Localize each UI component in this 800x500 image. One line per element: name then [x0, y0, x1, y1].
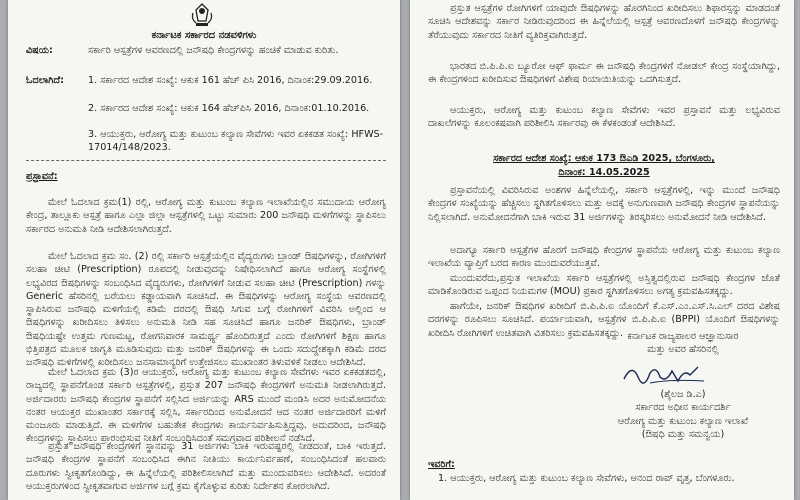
preamble-paragraph: ಪ್ರಸ್ತುತ ಜನೌಷಧಿ ಕೇಂದ್ರಗಳಿಗೆ ಸ್ಥಾನವನ್ನು 31 ಅರ್ಜಿಗಳು ಬಾಕಿ ಇರುವಷ್ಟರಲ್ಲಿ ನೀಡದಂತೆ, ಬಾಕಿ ಇರುತ್ತದೆ. ಜನೌಷಧಿ ಕೇಂದ್ರಗಳ ಸ್ಥಾಪನೆಗೆ ಸಂಬಂಧಿಸಿದ ಈಗಿನ ನೀತಿಯು ಕಾರ್ಯನಿರ್ವಹಣೆ, ಸಂಬಂಧಿಸಿದಂತೆ ಹಲವಾರು ದೂರುಗಳು ಸ್ವೀಕೃತಗೊಂಡಿದ್ದು, ಈ ಹಿನ್ನೆಲೆಯಲ್ಲಿ ಪರಿಶೀಲಿಸಲಾಗಿದೆ ಮತ್ತು ಮುಂದುವರಿಸಲು ಆದೇಶಿಸಿದೆ. ಅದರಂತೆ ಆಯುಕ್ತರುಗಳಿಂದ ಸ್ವೀಕೃತವಾಗುವ ಅರ್ಜಿಗಳ ಬಗ್ಗೆ ಕ್ರಮ ಕೈಗೊಳ್ಳುವ ಕುರಿತು ನಿರ್ದೇಶನ ಕೋರಲಾಗಿದೆ. — [26, 441, 386, 492]
document-header-title: ಕರ್ನಾಟಕ ಸರ್ಕಾರದ ನಡವಳಿಗಳು — [151, 30, 257, 41]
signatory-name: (ಶೈಲಜ ಡಿ.ಎ) — [660, 389, 706, 400]
reference-item: 2. ಸರ್ಕಾರದ ಆದೇಶ ಸಂಖ್ಯೆ: ಆಕುಕ 164 ಹೆಚ್‌ಪಿಸಿ 2016, ದಿನಾಂಕ:01.10.2016. — [88, 103, 370, 114]
state-emblem-icon — [187, 1, 217, 28]
preamble-paragraph: ಭಾರತದ ಬಿ.ಪಿ.ಪಿ.ಐ ಬ್ಯೂರೋ ಆಫ್ ಫಾರ್ಮ ಈ ಜನೌಷಧಿ ಕೇಂದ್ರಗಳಿಗೆ ನೋಡಲ್ ಕೇಂದ್ರ ಸಂಸ್ಥೆಯಾಗಿದ್ದು, ಈ ಕೇಂದ್ರಗಳಿಂದ ಖರೀದಿಸುವ ಔಷಧಿಗಳಿಗೆ ವಿಶೇಷ ರಿಯಾಯಿತಿಯನ್ನು ಒದಗಿಸುತ್ತದೆ. — [428, 61, 780, 86]
governor-order-line — [578, 330, 788, 357]
subject-text: ಸರ್ಕಾರಿ ಆಸ್ಪತ್ರೆಗಳ ಆವರಣದಲ್ಲಿ ಜನೌಷಧಿ ಕೇಂದ್ರಗಳನ್ನು ಹಂಚಿಕೆ ಮಾಡುವ ಕುರಿತು. — [88, 45, 339, 56]
order-paragraph: ಪ್ರಸ್ತಾವನೆಯಲ್ಲಿ ವಿವರಿಸಿರುವ ಅಂಶಗಳ ಹಿನ್ನೆಲೆಯಲ್ಲಿ, ಸರ್ಕಾರಿ ಆಸ್ಪತ್ರೆಗಳಲ್ಲಿ, ಇನ್ನು ಮುಂದೆ ಜನೌಷಧಿ ಕೇಂದ್ರಗಳ ಸಂಖ್ಯೆಯನ್ನು ಹೆಚ್ಚಿಸಲು ಸ್ಥಗಿತಗೊಳಿಸಲು ಮತ್ತು ಅದಕ್ಕೆ ಅನುಗುಣವಾಗಿ ಜನೌಷಧಿ ಕೇಂದ್ರಗಳ ಸ್ಥಾಪನೆಯನ್ನು ನಿಲ್ಲಿಸಲಾಗಿದೆ. ಅನುಮೋದನೆಗಾಗಿ ಬಾಕಿ ಇರುವ 31 ಅರ್ಜಿಗಳನ್ನು ತಿರಸ್ಕರಿಸಲು ಅನುಮೋದನೆ ನೀಡಿ ಆದೇಶಿಸಿದೆ. — [428, 185, 780, 223]
preamble-paragraph: ಮೇಲೆ ಓದಲಾದ ಕ್ರಮ ಸಂ. (2) ರಲ್ಲಿ ಸರ್ಕಾರಿ ಆಸ್ಪತ್ರೆಯಲ್ಲಿನ ವೈದ್ಯರುಗಳು ಬ್ರಾಂಡ್ ಔಷಧಿಗಳನ್ನು, ರೋಗಿಗಳಿಗೆ ಸಲಹಾ ಚೀಟಿ (Prescription) ರೂಪದಲ್ಲಿ ನೀಡುವುದನ್ನು ನಿಷೇಧಿಸಲಾಗಿದೆ ಹಾಗೂ ಆರೋಗ್ಯ ಸಂಸ್ಥೆಗಳಲ್ಲಿ ಲಭ್ಯವಿರದ ಔಷಧಿಗಳನ್ನು ಸಂಬಂಧಿಸಿದ ವೈದ್ಯರುಗಳು, ರೋಗಿಗಳಿಗೆ ನೀಡುವ ಸಲಹಾ ಚೀಟಿ (Prescription) ಗಳನ್ನು Generic ಹೆಸರಿನಲ್ಲಿ ಬರೆಯಲು ಕಡ್ಡಾಯವಾಗಿ ಸೂಚಿಸಿದೆ. ಈ ಔಷಧಿಗಳನ್ನು ಆರೋಗ್ಯ ಸಂಸ್ಥೆಯ ಆವರಣದಲ್ಲಿ ಸ್ಥಾಪಿಸಿರುವ ಜನೌಷಧಿ ಮಳಿಗೆಯಲ್ಲಿ ಕಡಿಮೆ ದರದಲ್ಲಿ ಔಷಧಿ ಸಿಗುವ ಬಗ್ಗೆ ರೋಗಿಗಳಿಗೆ ವಿವರಿಸಿ ಅಲ್ಲಿಂದ ಆ ಔಷಧಿಗಳನ್ನು ಖರೀದಿಸಲು ತಿಳಿಸಲು ಅನುಮತಿ ನೀಡಿ ಸಹ ಸೂಚಿಸಿದೆ ಹಾಗೂ ಜನರಿಕ್ ಔಷಧಿಗಳು, ಬ್ರಾಂಡ್ ಔಷಧಿಯಷ್ಟೇ ಉತ್ತಮ ಗುಣಮಟ್ಟ, ರೋಗನಿವಾರಕ ಸಾಮರ್ಥ್ಯ ಹೊಂದಿರುತ್ತದೆ ಎಂದು ರೋಗಿಗಳಿಗೆ ಶಿಕ್ಷಣ ಹಾಗೂ ಭಿತ್ತಿಪತ್ರದ ಮೂಲಕ ಜಾಗೃತಿ ಮೂಡಿಸುವುದು ಮತ್ತು ಜನರಿಕ್ ಔಷಧಿಗಳನ್ನು ಈ ಒಂದು ಸದುದ್ದೇಶಕ್ಕಾಗಿ ಕಡಿಮೆ ದರದ ಜನೌಷಧಿ ಮಳಿಗೆಗಳಲ್ಲಿ ಖರೀದಿಸಲು ಜನಸಾಮಾನ್ಯರಿಗೆ ಉತ್ತೇಜಿಸಲು ಮುಖಾಂತರ ತಿಳುವಳಿಕೆ ನೀಡಲು ಆದೇಶಿಸಿದೆ. — [26, 251, 386, 369]
copy-item-text: 1. ಆಯುಕ್ತರು, ಆರೋಗ್ಯ ಮತ್ತು ಕುಟುಂಬ ಕಲ್ಯಾಣ ಸೇವೆಗಳು, ಆನಂದ ರಾವ್ ವೃತ್ತ, ಬೆಂಗಳೂರು. — [438, 473, 735, 484]
preamble-paragraph: ಮೇಲೆ ಓದಲಾದ ಕ್ರಮ (3)ರ ಆಯುಕ್ತರು, ಆರೋಗ್ಯ ಮತ್ತು ಕುಟುಂಬ ಕಲ್ಯಾಣ ಸೇವೆಗಳು ಇವರ ಏಕಕಡತದಲ್ಲಿ, ರಾಜ್ಯದಲ್ಲಿ ಸ್ಥಾಪನೆಗೊಂಡ ಸರ್ಕಾರಿ ಆಸ್ಪತ್ರೆಗಳಲ್ಲಿ, ಪ್ರಸ್ತುತ 207 ಜನೌಷಧಿ ಕೇಂದ್ರಗಳಿಗೆ ಅನುಮತಿ ನೀಡಲಾಗಿರುತ್ತದೆ. ಅರ್ಜಿದಾರರು ಜನೌಷಧಿ ಕೇಂದ್ರಗಳ ಸ್ಥಾಪನೆಗೆ ಸಲ್ಲಿಸಿದ ಅರ್ಜಿಯನ್ನು ARS ಮುಂದೆ ಮಂಡಿಸಿ ಅದರ ಅನುಮೋದನೆಯ ನಂತರ ಆಯುಕ್ತರ ಮುಖಾಂತರ ಸರ್ಕಾರಕ್ಕೆ ಸಲ್ಲಿಸಿ, ಸರ್ಕಾರದಿಂದ ಅನುಮೋದನೆ ಆದ ನಂತರ ಅರ್ಜಿದಾರರಿಗೆ ಮಳಿಗೆ ಮಂಜೂರು ಮಾಡುತ್ತಿದೆ. ಈ ಮಳಿಗೆಗಳ ಬಹುತೇಕ ಕೇಂದ್ರಗಳು ಕಾರ್ಯನಿರ್ವಹಿಸುತ್ತಿದ್ದವು. ಅದುದರಿಂದ, ಜನೌಷಧಿ ಕೇಂದ್ರಗಳನ್ನು ಸ್ಥಾಪಿಸಲು ಪ್ರಾರಂಭಿಸುವ ನೀತಿಗೆ ಸಂಬಂಧಿಸಿದಂತೆ ಸಮಗ್ರವಾದ ಪರಿಶೀಲನೆ ನಡೆಸಿದೆ. — [26, 367, 386, 445]
copy-heading: ಇವರಿಗೆ: — [428, 459, 455, 470]
order-paragraph: ಅದಾಗ್ಯೂ ಸರ್ಕಾರಿ ಆಸ್ಪತ್ರೆಗಳ ಹೊರಗೆ ಜನೌಷಧಿ ಕೇಂದ್ರಗಳ ಸ್ಥಾಪನೆಯ ಆರೋಗ್ಯ ಮತ್ತು ಕುಟುಂಬ ಕಲ್ಯಾಣ ಇಲಾಖೆಯ ವ್ಯಾಪ್ತಿಗೆ ಬರದ ಕಾರಣ ಮುಂದುವರೆಯುತ್ತವೆ. — [428, 245, 780, 270]
order-heading: ಸರ್ಕಾರದ ಆದೇಶ ಸಂಖ್ಯೆ: ಆಕುಕ 173 ಔಎಡಿ 2025, ಬೆಂಗಳೂರು, — [493, 153, 715, 164]
signatory-line: (ಔಷಧಿ ಮತ್ತು ಸಮನ್ವಯ) — [641, 428, 725, 440]
governor-line: ಕರ್ನಾಟಕ ರಾಜ್ಯಪಾಲರ ಆಜ್ಞಾನುಸಾರ — [627, 331, 739, 342]
divider — [26, 160, 386, 161]
reference-row-3 — [88, 128, 386, 155]
reference-item: 1. ಸರ್ಕಾರದ ಆದೇಶ ಸಂಖ್ಯೆ: ಆಕುಕ 161 ಹೆಚ್ ಪಿಸಿ 2016, ದಿನಾಂಕ:29.09.2016. — [88, 75, 373, 86]
preamble-paragraph: ಆಯುಕ್ತರು, ಆರೋಗ್ಯ ಮತ್ತು ಕುಟುಂಬ ಕಲ್ಯಾಣ ಸೇವೆಗಳು ಇವರ ಪ್ರಸ್ತಾವನೆ ಮತ್ತು ಲಭ್ಯವಿರುವ ದಾಖಲೆಗಳನ್ನು ಕೂಲಂಕಷವಾಗಿ ಪರಿಶೀಲಿಸಿ ಸರ್ಕಾರವು ಈ ಕೆಳಕಂಡಂತೆ ಆದೇಶಿಸಿದೆ. — [428, 105, 780, 130]
document-page-right — [410, 0, 794, 500]
document-page-left — [8, 0, 400, 500]
signatory-line: ಆರೋಗ್ಯ ಮತ್ತು ಕುಟುಂಬ ಕಲ್ಯಾಣ ಇಲಾಖೆ — [617, 415, 749, 427]
governor-line: ಮತ್ತು ಅವರ ಹೆಸರಿನಲ್ಲಿ — [647, 344, 719, 356]
preamble-paragraph: ಮೇಲೆ ಓದಲಾದ ಕ್ರಮ(1) ರಲ್ಲಿ, ಆರೋಗ್ಯ ಮತ್ತು ಕುಟುಂಬ ಕಲ್ಯಾಣ ಇಲಾಖೆಯಲ್ಲಿನ ಸಮುದಾಯ ಆರೋಗ್ಯ ಕೇಂದ್ರ, ತಾಲ್ಲೂಕು ಆಸ್ಪತ್ರೆ ಹಾಗೂ ಎಲ್ಲಾ ಜಿಲ್ಲಾ ಆಸ್ಪತ್ರೆಗಳಲ್ಲಿ ಒಟ್ಟು ಸುಮಾರು 200 ಜನೌಷಧಿ ಮಳಿಗೆಗಳನ್ನು ಸ್ಥಾಪಿಸಲು ಸರ್ಕಾರದ ಅನುಮತಿ ನೀಡಿ ಆದೇಶಿಸಲಾಗಿರುತ್ತದೆ. — [26, 197, 386, 235]
handwritten-signature-icon — [620, 359, 710, 389]
preamble-paragraph: ಪ್ರಸ್ತುತ ಆಸ್ಪತ್ರೆಗಳ ರೋಗಿಗಳಿಗೆ ಯಾವುದೇ ಔಷಧಿಗಳನ್ನು ಹೊರಗಿನಿಂದ ಖರೀದಿಸಲು ಶಿಫಾರಸ್ಸನ್ನು ಮಾಡದಂತೆ ಸೂಚಿಸಿ ಆದೇಶವನ್ನು ಸರ್ಕಾರ ನೀಡಿರುವುದರಿಂದ ಈ ಹಿನ್ನೆಲೆಯಲ್ಲಿ ಆಸ್ಪತ್ರೆ ಆವರಣದೊಳಗೆ ಜನೌಷಧಿ ಕೇಂದ್ರಗಳನ್ನು ತೆರೆಯುವುದು ಸರ್ಕಾರದ ನೀತಿಗೆ ವ್ಯತಿರಿಕ್ತವಾಗಿರುತ್ತದೆ. — [428, 3, 780, 41]
subject-row — [26, 44, 386, 57]
reference-row-1 — [26, 74, 386, 87]
order-paragraph: ಹಾಗೆಯೇ, ಜನರಿಕ್ ಔಷಧಿಗಳ ಖರೀದಿಗೆ ಬಿ.ಪಿ.ಪಿ.ಐ ಯೊಂದಿಗೆ ಕೆ.ಎಸ್.ಎಂ.ಎಸ್.ಸಿ.ಎಲ್ ದರದ ವಿಶೇಷ ದರಗಳನ್ನು ರೂಪಿಸಲು ಸೂಚಿಸಿದೆ. ಪರ್ಯಾಯವಾಗಿ, ಆಸ್ಪತ್ರೆಗಳ ಬಿ.ಪಿ.ಪಿ.ಐ (BPPI) ಯೊಂದಿಗೆ ಔಷಧಿಗಳನ್ನು ಖರೀದಿಸಿ ರೋಗಿಗಳಿಗೆ ಉಚಿತವಾಗಿ ವಿತರಿಸಲು ಕ್ರಮವಹಿಸತಕ್ಕದ್ದು. — [428, 301, 780, 339]
order-paragraph: ಮುಂದುವರೆದು,ಪ್ರಸ್ತುತ ಇಲಾಖೆಯ ಸರ್ಕಾರಿ ಆಸ್ಪತ್ರೆಗಳಲ್ಲಿ ಅಸ್ತಿತ್ವದಲ್ಲಿರುವ ಜನೌಷಧಿ ಕೇಂದ್ರಗಳ ಜೊತೆ ಮಾಡಿಕೊಂಡಿರುವ ಒಪ್ಪಂದ ನಿಯಮಗಳ (MOU) ಪ್ರಕಾರ ಸ್ಥಗಿತಗೊಳಿಸಲು ಅಗತ್ಯ ಕ್ರಮವಹಿಸತಕ್ಕದ್ದು. — [428, 273, 780, 298]
signatory-block — [578, 388, 788, 441]
signatory-line: ಸರ್ಕಾರದ ಅಧೀನ ಕಾರ್ಯದರ್ಶಿ — [635, 402, 731, 414]
reference-item: 3. ಆಯುಕ್ತರು, ಆರೋಗ್ಯ ಮತ್ತು ಕುಟುಂಬ ಕಲ್ಯಾಣ ಸೇವೆಗಳು ಇವರ ಏಕಕಡತ ಸಂಖ್ಯೆ: HFWS-17014/148/2023. — [88, 129, 384, 154]
order-date: ದಿನಾಂಕ: 14.05.2025 — [558, 167, 650, 178]
subject-label: ವಿಷಯ: — [26, 45, 53, 56]
preamble-heading: ಪ್ರಸ್ತಾವನೆ: — [26, 171, 58, 182]
copy-item — [438, 472, 780, 485]
reference-label: ಓದಲಾಗಿದೆ: — [26, 75, 64, 86]
reference-row-2 — [88, 102, 386, 115]
